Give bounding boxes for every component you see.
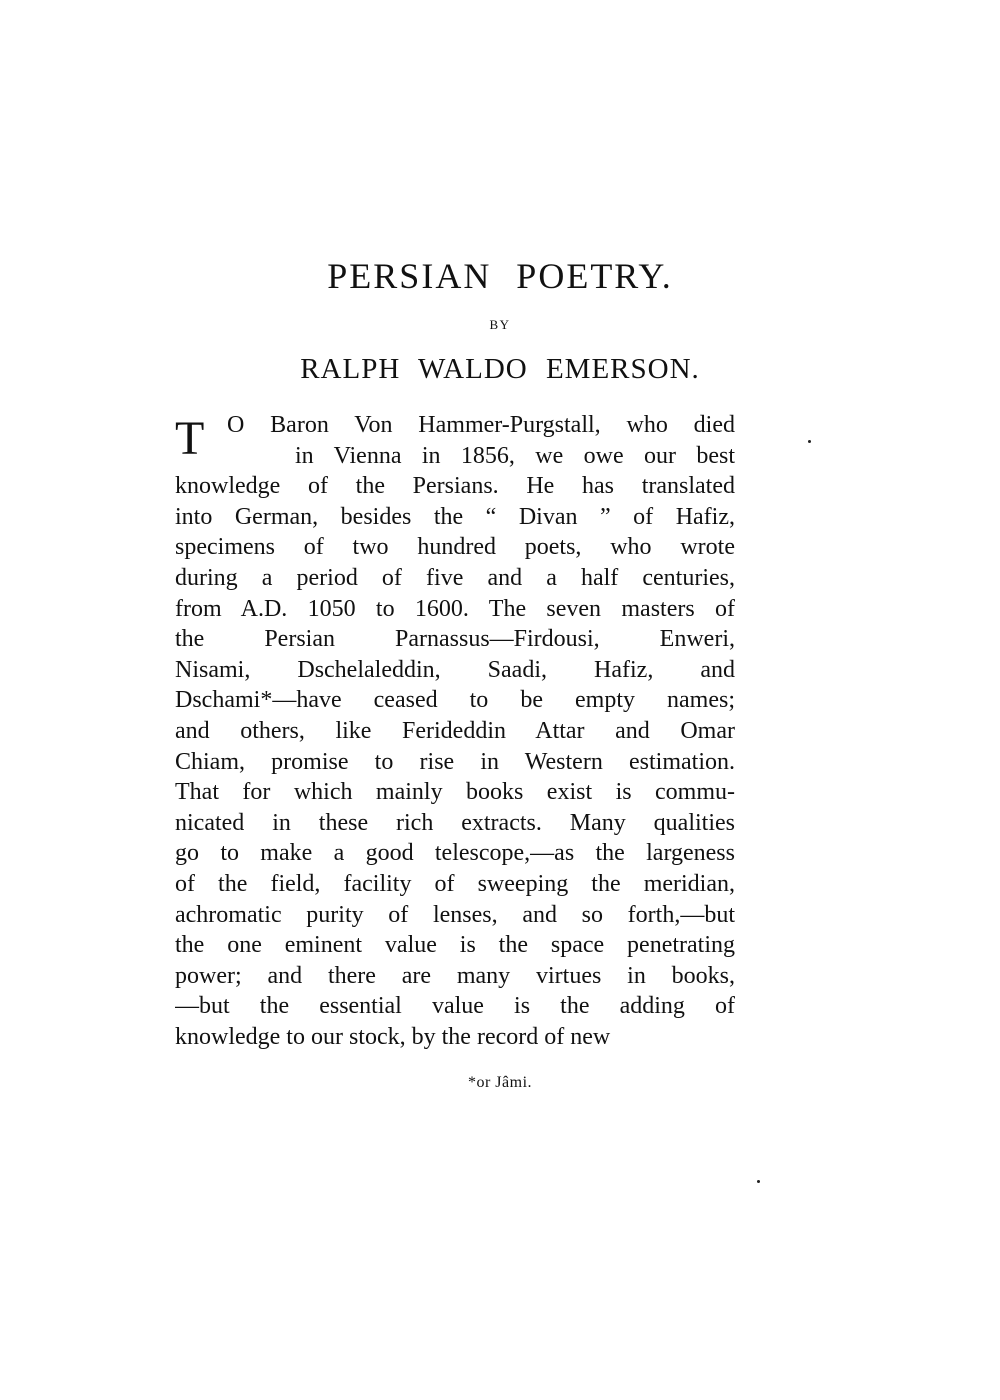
byline: BY xyxy=(489,317,511,332)
text-line: O Baron Von Hammer-Purgstall, who died xyxy=(227,412,735,438)
text-line: the Persian Parnassus—Firdousi, Enweri, xyxy=(175,626,735,653)
text-line: Chiam, promise to rise in Western estimation. xyxy=(175,748,735,775)
page-title: PERSIAN POETRY. xyxy=(327,256,673,296)
text-line: achromatic purity of lenses, and so forth,—but xyxy=(175,901,735,928)
text-line: go to make a good telescope,—as the largeness xyxy=(175,840,735,867)
text-line: nicated in these rich extracts. Many qualities xyxy=(175,809,735,836)
text-line: Nisami, Dschelaleddin, Saadi, Hafiz, and xyxy=(175,656,735,683)
text-line: and others, like Ferideddin Attar and Omar xyxy=(175,717,735,744)
text-line: That for which mainly books exist is commu- xyxy=(175,779,735,806)
author-name: RALPH WALDO EMERSON. xyxy=(300,353,700,385)
text-line: from A.D. 1050 to 1600. The seven masters of xyxy=(175,595,735,622)
text-line: knowledge of the Persians. He has translated xyxy=(175,473,735,500)
text-line: power; and there are many virtues in books, xyxy=(175,962,735,989)
footnote: *or Jâmi. xyxy=(467,1074,533,1091)
text-line: during a period of five and a half centuries, xyxy=(175,564,735,591)
text-line: specimens of two hundred poets, who wrote xyxy=(175,534,735,561)
text-line: the one eminent value is the space penetrating xyxy=(175,932,735,959)
paper-speck xyxy=(757,1180,760,1183)
text-line: of the field, facility of sweeping the meridian, xyxy=(175,870,735,897)
text-line: Dschami*—have ceased to be empty names; xyxy=(175,687,735,714)
text-line: —but the essential value is the adding of xyxy=(175,993,735,1020)
drop-cap: T xyxy=(175,412,205,465)
paper-speck xyxy=(808,440,811,443)
body-paragraph xyxy=(175,410,735,1052)
text-line: in Vienna in 1856, we owe our best xyxy=(295,442,735,469)
text-line: knowledge to our stock, by the record of new xyxy=(175,1023,611,1050)
text-line: into German, besides the “ Divan ” of Hafiz, xyxy=(175,503,735,530)
